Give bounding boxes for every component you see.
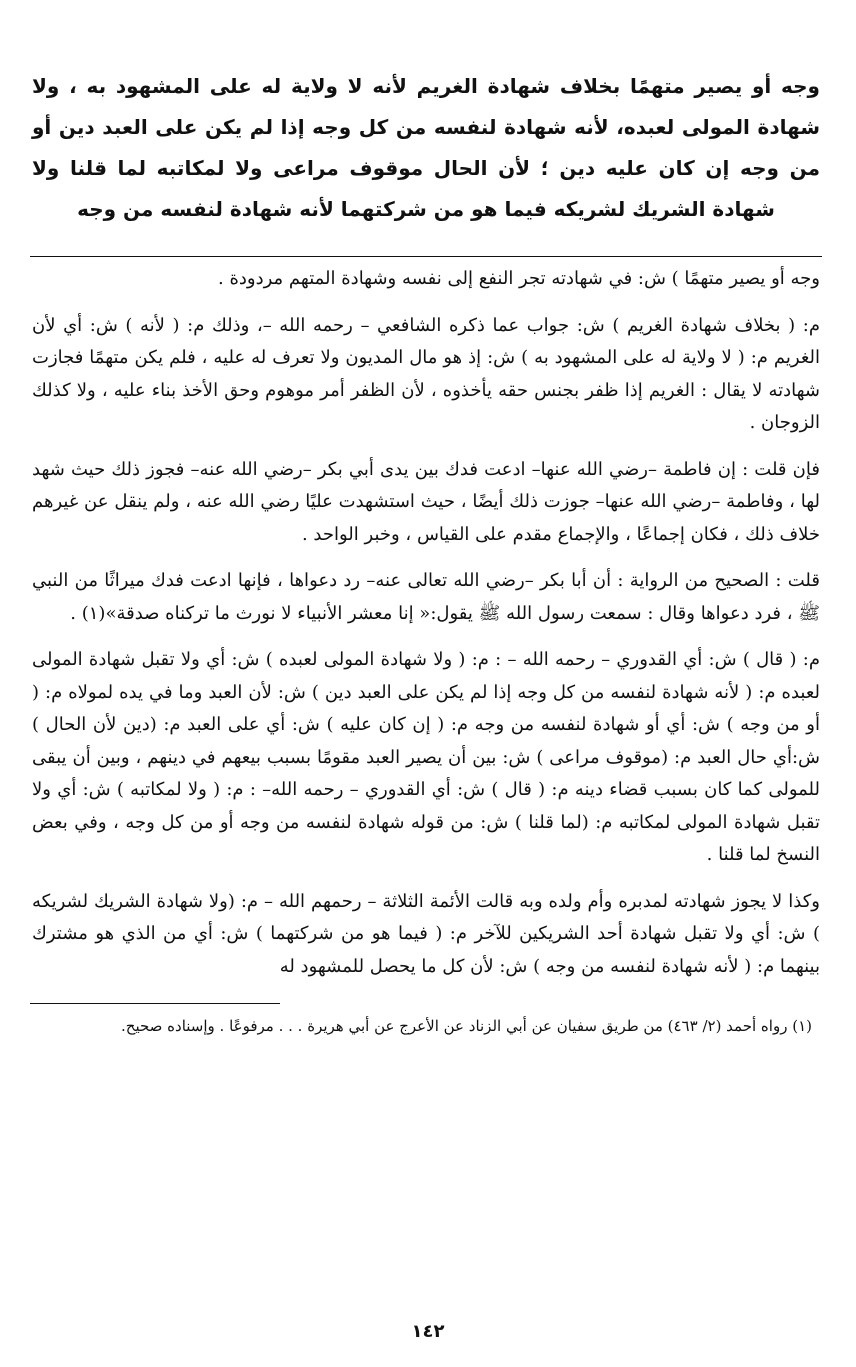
page-number: ١٤٢: [411, 1321, 445, 1342]
section-divider: [30, 256, 822, 257]
commentary-paragraph: وكذا لا يجوز شهادته لمدبره وأم ولده وبه قالت الأئمة الثلاثة – رحمهم الله – م: (ولا شهادة الشريك لشريكه ) ش: أي ولا تقبل شهادة أحد الشريكين للآخر م: ( فيما هو من شركتهما ) ش: أي من الذي هو مشترك بينهما م: ( لأنه شهادة لنفسه من وجه ) ش: لأن كل ما يحصل للمشهود له: [32, 890, 820, 977]
matn-text: وجه أو يصير متهمًا بخلاف شهادة الغريم لأنه لا ولاية له على المشهود به ، ولا شهادة المولى لعبده، لأنه شهادة لنفسه من كل وجه إذا لم يكن على العبد دين أو من وجه إن كان عليه دين ؛ لأن الحال موقوف مراعى ولا لمكاتبه لما قلنا ولا شهادة الشريك لشريكه فيما هو من شركتهما لأنه شهادة لنفسه من وجه: [32, 74, 820, 221]
commentary-paragraph: فإن قلت : إن فاطمة –رضي الله عنها– ادعت فدك بين يدى أبي بكر –رضي الله عنه– فجوز ذلك حيث شهد لها ، وفاطمة –رضي الله عنها– جوزت ذلك أيضًا ، حيث استشهدت عليًا رضي الله عنه ، ولم ينقل عن غيرهم خلاف ذلك ، فكان إجماعًا ، والإجماع مقدم على القياس ، وخبر الواحد .: [32, 458, 820, 545]
commentary-paragraph: م: ( بخلاف شهادة الغريم ) ش: جواب عما ذكره الشافعي – رحمه الله –، وذلك م: ( لأنه ) ش: أي لأن الغريم م: ( لا ولاية له على المشهود به ) ش: إذ هو مال المديون ولا تعرف له عليه ، فلم يكن متهمًا فجازت شهادته لا يقال : الغريم إذا ظفر بجنس حقه يأخذوه ، لأن الظفر أمر موهوم وحق الأخذ بناء عليه ، ولا كذلك الزوجان .: [32, 314, 820, 433]
commentary-body: [30, 263, 822, 983]
footnote-divider: [30, 1003, 280, 1004]
footnote: (١) رواه أحمد (٢/ ٤٦٣) من طريق سفيان عن أبي الزناد عن الأعرج عن أبي هريرة . . . مرفوعًا . وإسناده صحيح.: [121, 1017, 812, 1035]
commentary-paragraph: وجه أو يصير متهمًا ) ش: في شهادته تجر النفع إلى نفسه وشهادة المتهم مردودة .: [218, 268, 820, 289]
commentary-paragraph: قلت : الصحيح من الرواية : أن أبا بكر –رضي الله تعالى عنه– رد دعواها ، فإنها ادعت فدك ميراثًا من النبي ﷺ ، فرد دعواها وقال : سمعت رسول الله ﷺ يقول:« إنا معشر الأنبياء لا نورث ما تركناه صدقة»(١) .: [32, 570, 820, 624]
commentary-paragraph: م: ( قال ) ش: أي القدوري – رحمه الله – : م: ( ولا شهادة المولى لعبده ) ش: أي ولا تقبل شهادة المولى لعبده م: ( لأنه شهادة لنفسه من كل وجه إذا لم يكن على العبد دين ) ش: لأن العبد وما في يده لمولاه م: ( أو من وجه ) ش: أي أو شهادة لنفسه من وجه م: ( إن كان عليه ) ش: أي على العبد م: (دين لأن الحال ) ش:أي حال العبد م: (موقوف مراعى ) ش: بين أن يصير العبد مقومًا بسبب بيعهم في دينهم ، وبين أن يبقى للمولى كما كان بسبب قضاء دينه م: ( قال ) ش: أي القدوري – رحمه الله– : م: ( ولا لمكاتبه ) ش: أي ولا تقبل شهادة المولى لمكاتبه م: (لما قلنا ) ش: من قوله شهادة لنفسه من وجه أو من كل وجه ، وفي بعض النسخ لما قلنا .: [32, 649, 820, 865]
